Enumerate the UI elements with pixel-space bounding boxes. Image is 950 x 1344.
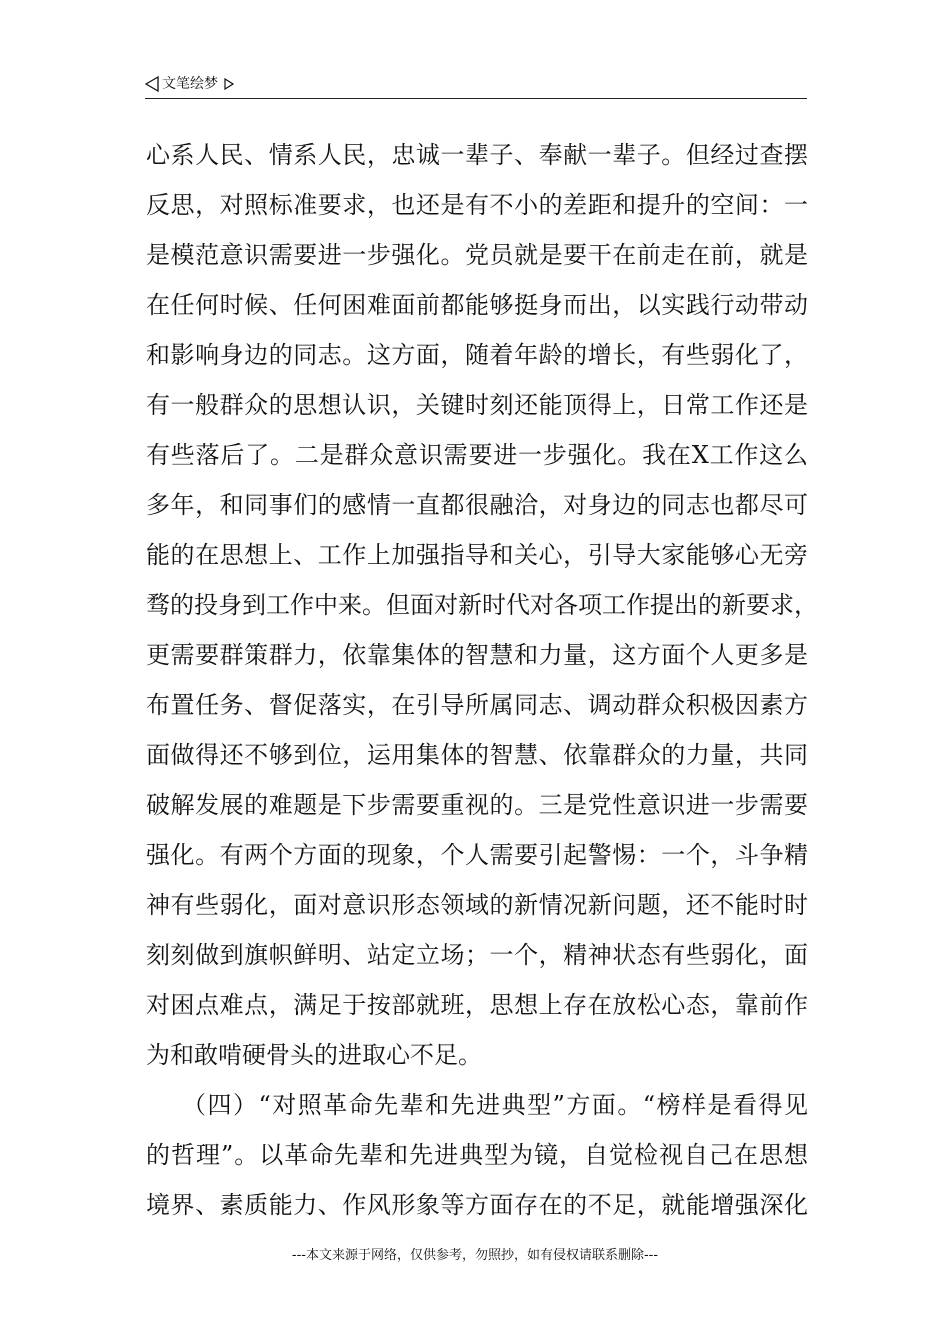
text-line: 更需要群策群力，依靠集体的智慧和力量，这方面个人更多是 [146, 641, 809, 669]
triangle-right-icon [224, 78, 234, 90]
text-line: 刻刻做到旗帜鲜明、站定立场；一个，精神状态有些弱化，面 [146, 941, 809, 969]
page-header [145, 74, 807, 99]
text-line: 在任何时候、任何困难面前都能够挺身而出，以实践行动带动 [146, 291, 809, 319]
text-line: 是模范意识需要进一步强化。党员就是要干在前走在前，就是 [146, 241, 809, 269]
text-line: 为和敢啃硬骨头的进取心不足。 [146, 1041, 482, 1069]
triangle-left-icon [145, 76, 159, 92]
text-line: 能的在思想上、工作上加强指导和关心，引导大家能够心无旁 [146, 541, 809, 569]
header-brand-text: 文笔绘梦 [162, 76, 218, 92]
text-line: 布置任务、督促落实，在引导所属同志、调动群众积极因素方 [146, 691, 809, 719]
text-line: 强化。有两个方面的现象，个人需要引起警惕：一个，斗争精 [146, 841, 809, 869]
text-line: 心系人民、情系人民，忠诚一辈子、奉献一辈子。但经过查摆 [146, 141, 809, 169]
document-body [146, 130, 818, 1230]
text-line: 境界、素质能力、作风形象等方面存在的不足，就能增强深化 [146, 1191, 809, 1219]
text-line: 破解发展的难题是下步需要重视的。三是党性意识进一步需要 [146, 791, 809, 819]
header-brand [145, 74, 234, 94]
text-line: 骛的投身到工作中来。但面对新时代对各项工作提出的新要求， [146, 591, 818, 619]
text-line: 有一般群众的思想认识，关键时刻还能顶得上，日常工作还是 [146, 391, 809, 419]
text-line: 对困点难点，满足于按部就班，思想上存在放松心态，靠前作 [146, 991, 809, 1019]
text-line: 神有些弱化，面对意识形态领域的新情况新问题，还不能时时 [146, 891, 809, 919]
text-line: 反思，对照标准要求，也还是有不小的差距和提升的空间：一 [146, 191, 809, 219]
text-line: （四）“对照革命先辈和先进典型”方面。“榜样是看得见 [182, 1091, 810, 1119]
text-line: 和影响身边的同志。这方面，随着年龄的增长，有些弱化了， [146, 341, 809, 369]
text-line: 有些落后了。二是群众意识需要进一步强化。我在X工作这么 [146, 441, 809, 469]
text-line: 多年，和同事们的感情一直都很融洽，对身边的同志也都尽可 [146, 491, 809, 519]
text-line: 面做得还不够到位，运用集体的智慧、依靠群众的力量，共同 [146, 741, 809, 769]
footer-notice: ---本文来源于网络，仅供参考，勿照抄，如有侵权请联系删除--- [291, 1248, 659, 1263]
text-line: 的哲理”。以革命先辈和先进典型为镜，自觉检视自己在思想 [146, 1141, 809, 1169]
